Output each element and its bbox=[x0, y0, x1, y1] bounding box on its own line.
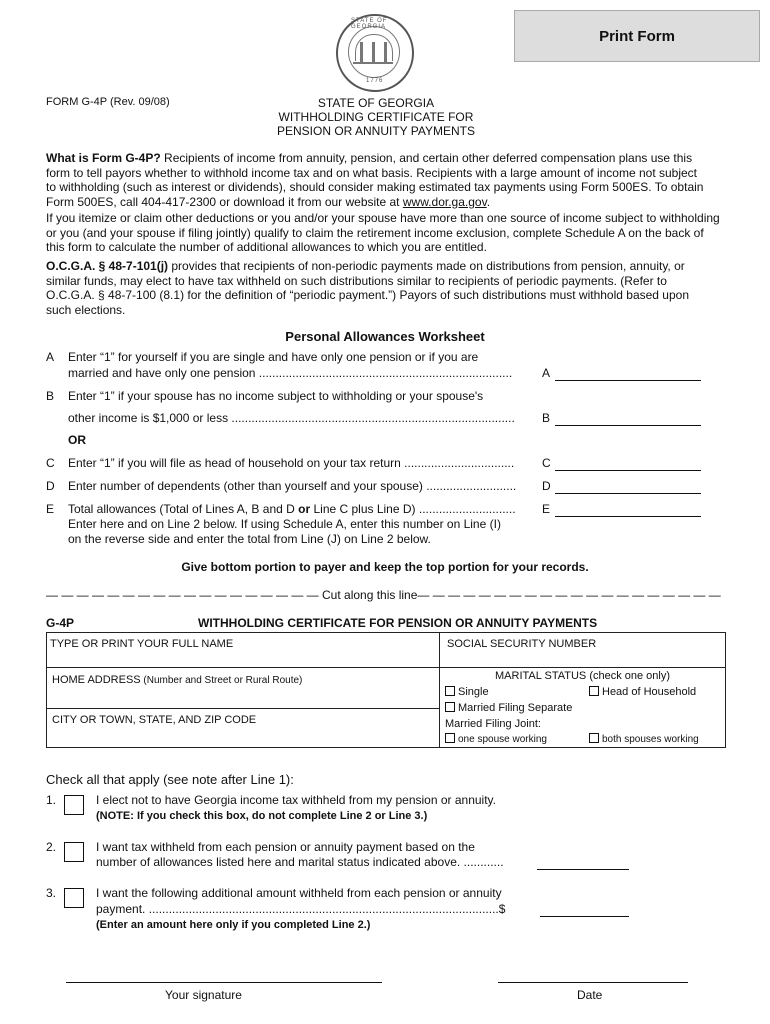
line-b-letter: B bbox=[46, 389, 55, 403]
line-1-number: 1. bbox=[46, 793, 57, 807]
line-e-end: E bbox=[542, 502, 551, 516]
line-2-text-2: number of allowances listed here and marital status indicated above. ............ bbox=[96, 855, 504, 869]
form-title: STATE OF GEORGIA WITHHOLDING CERTIFICATE FOR PENSION OR ANNUITY PAYMENTS bbox=[276, 96, 476, 138]
head-of-household-option[interactable]: Head of Household bbox=[589, 686, 696, 698]
both-spouses-working-option[interactable]: both spouses working bbox=[589, 733, 699, 745]
line-a-end: A bbox=[542, 366, 551, 380]
line-e-text-3: on the reverse side and enter the total from Line (J) on Line 2 below. bbox=[68, 532, 431, 546]
certificate-title: WITHHOLDING CERTIFICATE FOR PENSION OR ANNUITY PAYMENTS bbox=[198, 616, 598, 630]
ssn-field[interactable]: SOCIAL SECURITY NUMBER bbox=[447, 638, 597, 650]
line-b-field[interactable] bbox=[555, 412, 701, 426]
marital-status-label: MARITAL STATUS (check one only) bbox=[495, 670, 671, 682]
line-c-letter: C bbox=[46, 456, 55, 470]
line-c-end: C bbox=[542, 456, 551, 470]
line-1-note: (NOTE: If you check this box, do not complete Line 2 or Line 3.) bbox=[96, 810, 428, 822]
one-spouse-working-option[interactable]: one spouse working bbox=[445, 733, 547, 745]
check-all-heading: Check all that apply (see note after Line 1): bbox=[46, 772, 294, 787]
allowances-field[interactable] bbox=[537, 856, 629, 870]
intro-paragraph-ocga: O.C.G.A. § 48-7-101(j) provides that recipients of non-periodic payments made on distributions from pension, annuity, or similar funds, may elect to have tax withheld on such distributions similar to recipients of periodic payments. (Refer to O.C.G.A. § 48-7-100 (8.1) for the definition of “periodic payment.”) Payors of such distributions must withhold based upon such elections. bbox=[46, 259, 689, 317]
line-b-end: B bbox=[542, 411, 551, 425]
cut-line: — — — — — — — — — — — — — — — — — — Cut along this line— — — — — — — — — — — — — — — — — — — — bbox=[46, 588, 721, 602]
line-d-text: Enter number of dependents (other than yourself and your spouse) ........................... bbox=[68, 479, 517, 493]
intro-paragraph-itemize: If you itemize or claim other deductions or you and/or your spouse have more than one source of income subject to withholding or you (and your spouse if filing jointly) qualify to claim the retirement income exclusion, complete Schedule A on the back of this form to calculate the number of additional allowances to which you are entitled. bbox=[46, 211, 720, 254]
intro-paragraph-what-is: What is Form G-4P? Recipients of income from annuity, pension, and certain other deferred compensation plans use this form to tell payors whether to withhold income tax and on what basis. Recipients with a large amount of income not subject to withholding (such as interest or dividends), should consider making estimated tax payments using Form 500ES. To obtain Form 500ES, call 404-417-2300 or download it from our website at www.dor.ga.gov. bbox=[46, 151, 704, 209]
line-d-letter: D bbox=[46, 479, 55, 493]
line-d-end: D bbox=[542, 479, 551, 493]
home-address-field[interactable]: HOME ADDRESS (Number and Street or Rural Route) bbox=[52, 674, 303, 686]
line-d-field[interactable] bbox=[555, 480, 701, 494]
line-3-text-2: payment. .........................................................................................................$ bbox=[96, 902, 506, 916]
line-c-field[interactable] bbox=[555, 457, 701, 471]
give-bottom-portion-note: Give bottom portion to payer and keep the top portion for your records. bbox=[181, 560, 589, 574]
line-3-checkbox[interactable] bbox=[64, 888, 84, 908]
one-spouse-working-checkbox[interactable] bbox=[445, 733, 455, 743]
married-filing-separate-checkbox[interactable] bbox=[445, 702, 455, 712]
full-name-field[interactable]: TYPE OR PRINT YOUR FULL NAME bbox=[50, 638, 234, 650]
married-filing-joint-label: Married Filing Joint: bbox=[445, 718, 541, 730]
line-3-note: (Enter an amount here only if you completed Line 2.) bbox=[96, 919, 371, 931]
line-b-text-2: other income is $1,000 or less ..................................................................................... bbox=[68, 411, 515, 425]
married-filing-separate-option[interactable]: Married Filing Separate bbox=[445, 702, 572, 714]
print-form-button[interactable]: Print Form bbox=[514, 10, 760, 62]
line-2-checkbox[interactable] bbox=[64, 842, 84, 862]
line-2-number: 2. bbox=[46, 840, 57, 854]
form-id: FORM G-4P (Rev. 09/08) bbox=[46, 96, 170, 108]
line-a-field[interactable] bbox=[555, 367, 701, 381]
date-label: Date bbox=[577, 988, 603, 1002]
georgia-state-seal: STATE OF GEORGIA 1776 bbox=[336, 14, 414, 92]
head-of-household-checkbox[interactable] bbox=[589, 686, 599, 696]
date-field[interactable] bbox=[498, 982, 688, 983]
line-e-letter: E bbox=[46, 502, 55, 516]
additional-amount-field[interactable] bbox=[540, 903, 629, 917]
signature-label: Your signature bbox=[165, 988, 242, 1002]
or-label: OR bbox=[68, 433, 86, 447]
line-3-number: 3. bbox=[46, 886, 57, 900]
line-a-text: Enter “1” for yourself if you are single and have only one pension or if you are bbox=[68, 350, 479, 364]
single-option[interactable]: Single bbox=[445, 686, 489, 698]
line-c-text: Enter “1” if you will file as head of household on your tax return ................................. bbox=[68, 456, 515, 470]
certificate-table bbox=[46, 632, 726, 748]
line-1-text: I elect not to have Georgia income tax withheld from my pension or annuity. bbox=[96, 793, 496, 807]
line-2-text: I want tax withheld from each pension or annuity payment based on the bbox=[96, 840, 475, 854]
both-spouses-working-checkbox[interactable] bbox=[589, 733, 599, 743]
certificate-id: G-4P bbox=[46, 616, 75, 630]
dor-website-link[interactable]: www.dor.ga.gov bbox=[402, 194, 487, 209]
line-1-checkbox[interactable] bbox=[64, 795, 84, 815]
line-e-text-2: Enter here and on Line 2 below. If using Schedule A, enter this number on Line (I) bbox=[68, 517, 501, 531]
city-state-zip-field[interactable]: CITY OR TOWN, STATE, AND ZIP CODE bbox=[52, 714, 257, 726]
line-e-text: Total allowances (Total of Lines A, B and D or Line C plus Line D) ............................. bbox=[68, 502, 516, 516]
single-checkbox[interactable] bbox=[445, 686, 455, 696]
worksheet-title: Personal Allowances Worksheet bbox=[285, 329, 485, 344]
line-a-letter: A bbox=[46, 350, 55, 364]
line-3-text: I want the following additional amount withheld from each pension or annuity bbox=[96, 886, 502, 900]
signature-field[interactable] bbox=[66, 982, 382, 983]
line-e-field[interactable] bbox=[555, 503, 701, 517]
line-b-text: Enter “1” if your spouse has no income subject to withholding or your spouse's bbox=[68, 389, 484, 403]
line-a-text-2: married and have only one pension ............................................................................ bbox=[68, 366, 513, 380]
